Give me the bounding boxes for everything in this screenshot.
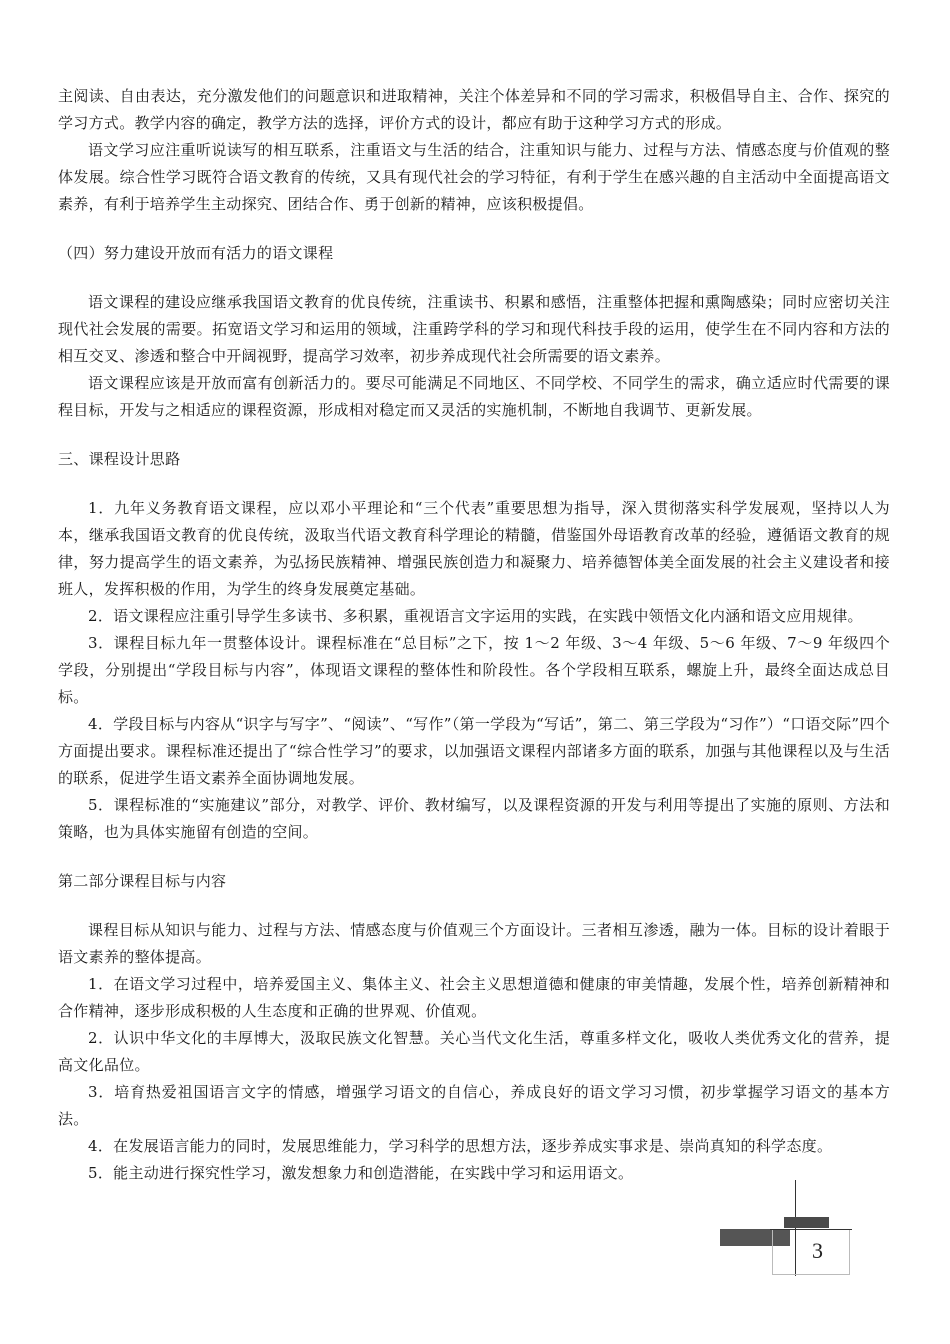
section-heading: 三、课程设计思路 [58,450,181,468]
list-item: 1．九年义务教育语文课程，应以邓小平理论和“三个代表”重要思想为指导，深入贯彻落实科学发展观，坚持以人为本，继承我国语文教育的优良传统，汲取当代语文教育科学理论的精髓，借鉴国外母语教育改革的经验，遵循语文教育的规律，努力提高学生的语文素养，为弘扬民族精神、增强民族创造力和凝聚力、培养德智体美全面发展的社会主义建设者和接班人，发挥积极的作用，为学生的终身发展奠定基础。 [58,499,890,598]
list-item: 3．培育热爱祖国语言文字的情感，增强学习语文的自信心，养成良好的语文学习习惯，初步掌握学习语文的基本方法。 [58,1083,890,1128]
paragraph: 语文学习应注重听说读写的相互联系，注重语文与生活的结合，注重知识与能力、过程与方法、情感态度与价值观的整体发展。综合性学习既符合语文教育的传统，又具有现代社会的学习特征，有利于学生在感兴趣的自主活动中全面提高语文素养，有利于培养学生主动探究、团结合作、勇于创新的精神，应该积极提倡。 [58,141,890,213]
paragraph: 课程目标从知识与能力、过程与方法、情感态度与价值观三个方面设计。三者相互渗透，融为一体。目标的设计着眼于语文素养的整体提高。 [58,921,890,966]
list-item: 5．课程标准的“实施建议”部分，对教学、评价、教材编写，以及课程资源的开发与利用等提出了实施的原则、方法和策略，也为具体实施留有创造的空间。 [58,796,890,841]
section-heading: （四）努力建设开放而有活力的语文课程 [58,244,334,262]
list-item: 1．在语文学习过程中，培养爱国主义、集体主义、社会主义思想道德和健康的审美情趣，发展个性，培养创新精神和合作精神，逐步形成积极的人生态度和正确的世界观、价值观。 [58,975,890,1020]
list-item: 4．在发展语言能力的同时，发展思维能力，学习科学的思想方法，逐步养成实事求是、崇尚真知的科学态度。 [88,1137,833,1155]
list-item: 2．语文课程应注重引导学生多读书、多积累，重视语言文字运用的实践，在实践中领悟文化内涵和语文应用规律。 [88,607,863,625]
list-item: 4．学段目标与内容从“识字与写字”、“阅读”、“写作”（第一学段为“写话”，第二、第三学段为“习作”）“口语交际”四个方面提出要求。课程标准还提出了“综合性学习”的要求，以加强语文课程内部诸多方面的联系，加强与其他课程以及与生活的联系，促进学生语文素养全面协调地发展。 [58,715,890,787]
part-heading: 第二部分课程目标与内容 [58,872,227,890]
page-number-box [772,1230,850,1275]
list-item: 3．课程目标九年一贯整体设计。课程标准在“总目标”之下，按 1～2 年级、3～4 年级、5～6 年级、7～9 年级四个学段，分别提出“学段目标与内容”，体现语文课程的整体性和阶段性。各个学段相互联系，螺旋上升，最终全面达成总目标。 [58,634,890,706]
page-number: 3 [812,1238,823,1263]
document-body [58,83,890,1187]
page-number-decoration-bar [784,1217,829,1228]
paragraph: 语文课程应该是开放而富有创新活力的。要尽可能满足不同地区、不同学校、不同学生的需求，确立适应时代需要的课程目标，开发与之相适应的课程资源，形成相对稳定而又灵活的实施机制，不断地自我调节、更新发展。 [58,374,890,419]
list-item: 5．能主动进行探究性学习，激发想象力和创造潜能，在实践中学习和运用语文。 [88,1164,634,1182]
paragraph: 主阅读、自由表达，充分激发他们的问题意识和进取精神，关注个体差异和不同的学习需求，积极倡导自主、合作、探究的学习方式。教学内容的确定，教学方法的选择，评价方式的设计，都应有助于这种学习方式的形成。 [58,87,890,132]
list-item: 2．认识中华文化的丰厚博大，汲取民族文化智慧。关心当代文化生活，尊重多样文化，吸收人类优秀文化的营养，提高文化品位。 [58,1029,890,1074]
paragraph: 语文课程的建设应继承我国语文教育的优良传统，注重读书、积累和感悟，注重整体把握和熏陶感染；同时应密切关注现代社会发展的需要。拓宽语文学习和运用的领域，注重跨学科的学习和现代科技手段的运用，使学生在不同内容和方法的相互交叉、渗透和整合中开阔视野，提高学习效率，初步养成现代社会所需要的语文素养。 [58,293,890,365]
